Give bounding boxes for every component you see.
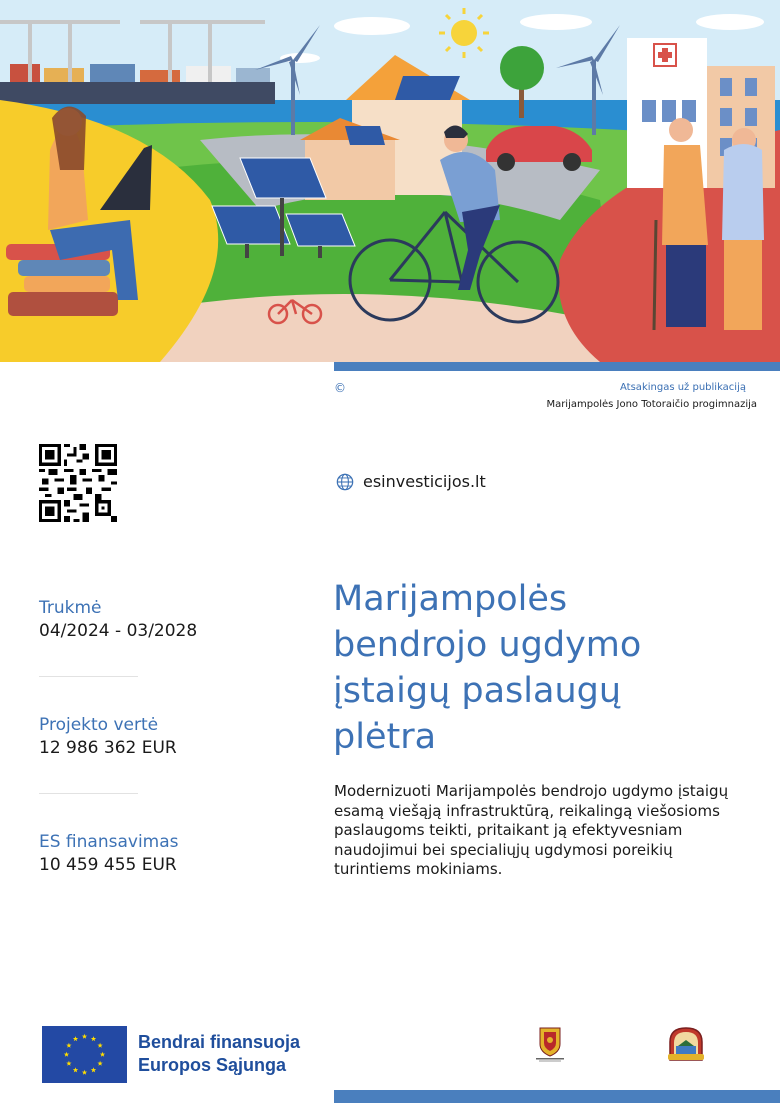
project-description: Modernizuoti Marijampolės bendrojo ugdymo įstaigų esamą viešąją infrastruktūrą, reikalingą viešosioms paslaugoms teikti, pritaikant ją efektyvesniam naudojimui bei specialiųjų ugdymosi poreikių turintiems mokiniams. — [334, 782, 729, 878]
title-line: Marijampolės — [333, 579, 568, 619]
hero-illustration — [0, 0, 780, 362]
stat-duration — [39, 597, 197, 643]
stat-eu-funding — [39, 831, 179, 877]
stat-label: Projekto vertė — [39, 715, 159, 735]
school-emblem-icon — [666, 1024, 706, 1064]
title-line: bendrojo ugdymo — [333, 625, 642, 665]
bottom-accent-bar — [334, 1090, 780, 1103]
eu-cofinance-text — [138, 1031, 300, 1077]
stat-project-value — [39, 714, 177, 760]
qr-code[interactable] — [39, 444, 117, 522]
project-title — [333, 576, 753, 760]
stat-value: 04/2024 - 03/2028 — [39, 621, 198, 641]
copyright-symbol: © — [334, 381, 346, 395]
stat-label: ES finansavimas — [39, 832, 179, 852]
website-link[interactable] — [336, 472, 486, 491]
eu-line-2: Europos Sąjunga — [138, 1055, 287, 1075]
eu-flag-icon — [42, 1026, 127, 1083]
stat-value: 12 986 362 EUR — [39, 738, 177, 758]
title-line: plėtra — [333, 717, 437, 757]
eu-line-1: Bendrai finansuoja — [138, 1032, 301, 1052]
municipality-coat-of-arms-icon — [530, 1026, 570, 1062]
title-line: įstaigų paslaugų — [333, 671, 622, 711]
divider — [39, 676, 138, 677]
website-url: esinvesticijos.lt — [363, 472, 486, 491]
responsible-organisation: Marijampolės Jono Totoraičio progimnazija — [546, 399, 757, 410]
responsible-label: Atsakingas už publikaciją — [620, 382, 746, 393]
globe-icon — [336, 473, 354, 491]
stat-value: 10 459 455 EUR — [39, 855, 177, 875]
divider — [39, 793, 138, 794]
stat-label: Trukmė — [39, 598, 102, 618]
top-accent-bar — [334, 362, 780, 371]
